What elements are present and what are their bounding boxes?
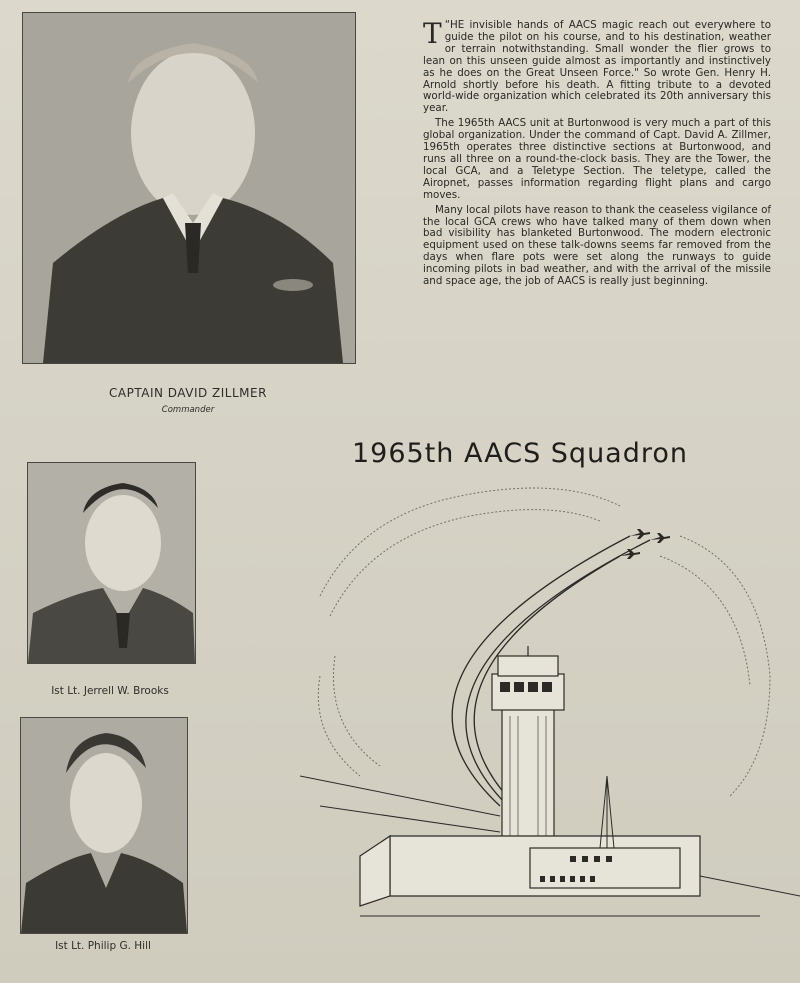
- article-paragraph-3: Many local pilots have reason to thank the ceaseless vigilance of the local GCA crews who have talked many of them down when bad visibility has blanketed Burtonwood. The modern electronic equipment used on these talk-downs seems far removed from the days when flare pots were set along the runways to guide incoming pilots in bad weather, and with the arrival of the missile and space age, the job of AACS is really just beginning.: [423, 203, 771, 288]
- open-quote: “: [444, 19, 451, 31]
- officer-portrait-photo-hill: [20, 717, 188, 934]
- paragraph-1-text: HE invisible hands of AACS magic reach out everywhere to guide the pilot on his course, and to his destination, weather or terrain notwithstanding. Small wonder the flier grows to lean on this unseen guide almost as importantly and instinctively as he does on the Great Unseen Force." So wrote Gen. Henry H. Arnold shortly before his death. A fitting tribute to a devoted world-wide organization which celebrated its 20th anniversary this year.: [423, 19, 771, 115]
- page-title: 1965th AACS Squadron: [352, 438, 688, 469]
- drop-cap: T: [423, 17, 442, 50]
- article-body: [423, 17, 771, 291]
- jet-aircraft-icon: [620, 529, 670, 559]
- article-paragraph-1: [423, 17, 771, 115]
- officer-caption-hill: Ist Lt. Philip G. Hill: [55, 940, 151, 952]
- officer-portrait-photo-brooks: [27, 462, 196, 664]
- commander-role-caption: Commander: [161, 405, 215, 415]
- article-paragraph-2: The 1965th AACS unit at Burtonwood is very much a part of this global organization. Under the command of Capt. David A. Zillmer, 1965th operates three distinctive sections at Burtonwood, and runs all three on a round-the-clock basis. They are the Tower, the local GCA, and a Teletype Section. The teletype, called the Airopnet, passes information regarding flight plans and cargo moves.: [423, 117, 771, 201]
- commander-caption: CAPTAIN DAVID ZILLMER: [109, 386, 267, 400]
- control-tower-illustration: [300, 476, 800, 936]
- officer-caption-brooks: Ist Lt. Jerrell W. Brooks: [51, 685, 169, 697]
- commander-portrait-photo: [22, 12, 356, 364]
